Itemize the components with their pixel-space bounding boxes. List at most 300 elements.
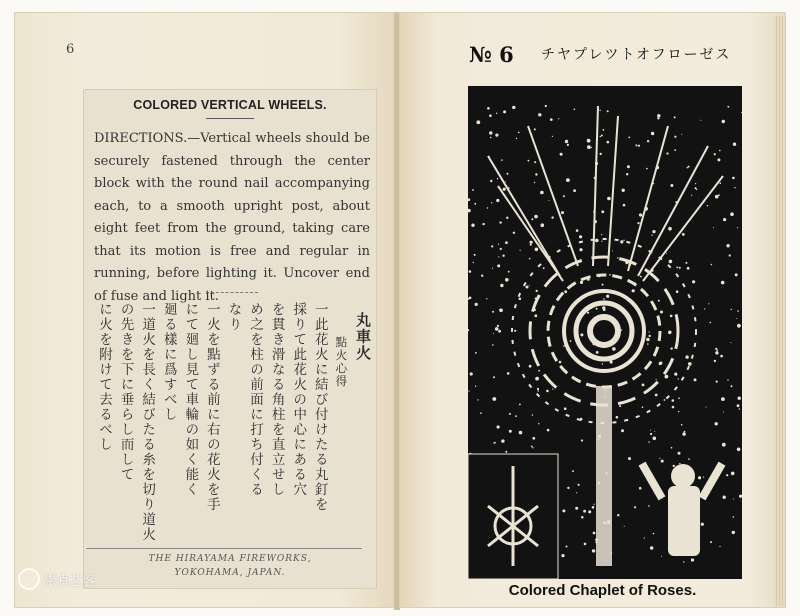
spark-dot — [583, 510, 586, 513]
illustration-caption: Colored Chaplet of Roses. — [508, 582, 697, 599]
spark-dot — [664, 399, 666, 401]
spark-dot — [529, 285, 530, 286]
spark-dot — [714, 360, 716, 362]
spark-dot — [621, 329, 622, 330]
spark-dot — [530, 244, 532, 246]
spark-dot — [538, 370, 540, 372]
spark-dot — [678, 378, 679, 379]
spark-dot — [661, 556, 662, 557]
left-page — [14, 12, 395, 608]
spark-dot — [588, 510, 591, 513]
spark-dot — [681, 424, 683, 426]
watermark-logo-icon — [18, 568, 40, 590]
open-book — [14, 12, 786, 612]
spark-dot — [587, 312, 589, 314]
spark-dot — [595, 239, 599, 243]
spark-dot — [642, 384, 645, 387]
page-edges — [774, 16, 786, 606]
spark-dot — [532, 447, 533, 448]
spark-dot — [531, 218, 533, 220]
spark-dot — [688, 458, 690, 460]
spark-dot — [716, 381, 718, 383]
spark-dot — [550, 118, 553, 121]
spark-dot — [596, 308, 598, 310]
spark-dot — [563, 345, 565, 347]
spark-dot — [558, 118, 559, 119]
spark-dot — [499, 309, 503, 313]
spark-dot — [538, 390, 539, 391]
japanese-subtitle: 點火心得 — [334, 336, 349, 388]
spark-dot — [652, 230, 655, 233]
spark-dot — [621, 429, 624, 432]
spark-dot — [599, 110, 600, 111]
spark-dot — [673, 465, 675, 467]
spark-dot — [537, 388, 539, 390]
spark-dot — [639, 487, 642, 490]
english-title: COLORED VERTICAL WHEELS. — [133, 98, 327, 112]
spark-dot — [622, 189, 625, 192]
spark-dot — [715, 422, 718, 425]
imprint-line: THE HIRAYAMA FIREWORKS, — [148, 554, 312, 564]
spark-dot — [473, 262, 474, 263]
spark-dot — [552, 136, 553, 137]
spark-dot — [541, 223, 545, 227]
spark-dot — [694, 378, 697, 381]
spark-dot — [493, 333, 494, 334]
spark-dot — [487, 107, 490, 110]
spark-dot — [536, 290, 538, 292]
spark-dot — [594, 504, 595, 505]
spark-dot — [691, 195, 692, 196]
spark-dot — [534, 314, 537, 317]
spark-dot — [509, 430, 512, 433]
spark-dot — [509, 413, 511, 415]
spark-dot — [486, 298, 487, 299]
spark-dot — [578, 484, 580, 486]
spark-dot — [490, 180, 492, 182]
spark-dot — [492, 268, 493, 269]
spark-dot — [692, 280, 695, 283]
spark-dot — [564, 290, 567, 293]
spark-dot — [683, 561, 684, 562]
spark-dot — [657, 117, 659, 119]
spark-dot — [707, 205, 708, 206]
spark-dot — [672, 399, 675, 402]
spark-dot — [492, 397, 496, 401]
spark-dot — [672, 406, 675, 409]
spark-dot — [679, 267, 681, 269]
spark-dot — [710, 541, 712, 543]
spark-dot — [606, 295, 609, 298]
spark-dot — [669, 260, 673, 264]
spark-dot — [639, 213, 642, 216]
spark-dot — [644, 537, 645, 538]
spark-dot — [723, 412, 724, 413]
japanese-title: 丸車火 — [353, 312, 372, 362]
spark-dot — [472, 189, 474, 191]
spark-dot — [666, 253, 667, 254]
spark-dot — [695, 187, 697, 189]
spark-dot — [471, 224, 474, 227]
spark-dot — [534, 161, 536, 163]
spark-dot — [678, 397, 680, 399]
spark-dot — [601, 241, 602, 242]
spark-dot — [580, 281, 583, 284]
spark-dot — [721, 397, 725, 401]
spark-dot — [721, 281, 725, 285]
spark-dot — [737, 448, 741, 452]
spark-dot — [503, 110, 506, 113]
spark-dot — [731, 472, 735, 476]
spark-dot — [579, 235, 582, 238]
spark-dot — [708, 303, 709, 304]
spark-dot — [498, 256, 499, 257]
spark-dot — [519, 404, 521, 406]
spark-dot — [623, 240, 624, 241]
spark-dot — [498, 244, 499, 245]
spark-dot — [646, 338, 649, 341]
spark-dot — [538, 113, 541, 116]
spark-dot — [650, 430, 651, 431]
spark-dot — [737, 324, 741, 328]
spark-dot — [710, 322, 712, 324]
spark-dot — [474, 203, 476, 205]
spark-dot — [601, 135, 603, 137]
spark-dot — [651, 132, 654, 135]
spark-dot — [500, 284, 503, 287]
spark-dot — [603, 298, 605, 300]
spark-dot — [738, 397, 741, 400]
spark-dot — [501, 439, 504, 442]
spark-dot — [727, 379, 728, 380]
spark-dot — [646, 168, 648, 170]
spark-dot — [607, 110, 609, 112]
spark-dot — [727, 106, 729, 108]
spark-dot — [731, 309, 732, 310]
spark-dot — [561, 211, 564, 214]
spark-dot — [688, 166, 690, 168]
spark-dot — [505, 278, 509, 282]
spark-dot — [647, 343, 649, 345]
japanese-instructions — [94, 302, 372, 560]
spark-dot — [698, 476, 701, 479]
japanese-column: を貫き滑なる角柱を直立せし — [268, 302, 285, 497]
spark-dot — [499, 221, 501, 223]
spark-dot — [687, 267, 690, 270]
spark-dot — [562, 509, 565, 512]
spark-dot — [566, 546, 568, 548]
spark-dot — [676, 290, 679, 293]
spark-dot — [475, 352, 477, 354]
spark-dot — [505, 451, 507, 453]
spark-dot — [587, 139, 591, 143]
spark-dot — [682, 432, 685, 435]
spark-dot — [687, 167, 688, 168]
spark-dot — [573, 189, 576, 192]
spark-dot — [603, 129, 605, 131]
spark-dot — [626, 173, 628, 175]
spark-dot — [519, 298, 522, 301]
spark-dot — [717, 350, 719, 352]
spark-dot — [735, 273, 738, 276]
spark-dot — [570, 340, 572, 342]
spark-dot — [670, 184, 673, 187]
spark-dot — [730, 212, 734, 216]
spark-dot — [529, 365, 532, 368]
spark-dot — [602, 284, 604, 286]
spark-dot — [723, 496, 726, 499]
spark-dot — [649, 335, 651, 337]
spark-dot — [737, 227, 738, 228]
spark-dot — [574, 109, 576, 111]
spark-dot — [489, 114, 492, 117]
spark-dot — [650, 546, 653, 549]
japanese-column: の先きを下に垂らし而して — [117, 302, 134, 482]
spark-dot — [491, 202, 492, 203]
instruction-slip — [84, 90, 376, 588]
spark-dot — [567, 487, 569, 489]
spark-dot — [648, 441, 649, 442]
spark-dot — [535, 248, 539, 252]
spark-dot — [715, 195, 719, 199]
spark-dot — [600, 153, 602, 155]
spark-dot — [734, 187, 735, 188]
spark-dot — [623, 204, 626, 207]
spark-dot — [591, 147, 592, 148]
spark-dot — [500, 248, 502, 250]
spark-dot — [516, 138, 517, 139]
spark-dot — [487, 207, 488, 208]
spark-dot — [685, 262, 687, 264]
spark-dot — [696, 189, 697, 190]
spark-dot — [493, 376, 495, 378]
spark-dot — [475, 386, 476, 387]
spark-dot — [659, 458, 660, 459]
spark-dot — [601, 210, 604, 213]
spark-dot — [545, 105, 547, 107]
spark-dot — [499, 309, 500, 310]
imprint-line: YOKOHAMA, JAPAN. — [174, 568, 286, 578]
spark-dot — [565, 140, 568, 143]
spark-dot — [634, 506, 636, 508]
spark-dot — [495, 327, 499, 331]
spark-dot — [490, 137, 492, 139]
spark-dot — [474, 254, 476, 256]
spark-dot — [498, 330, 501, 333]
spark-dot — [502, 255, 504, 257]
spark-dot — [515, 415, 517, 417]
spark-dot — [552, 389, 553, 390]
spark-dot — [682, 233, 685, 236]
spark-dot — [711, 264, 713, 266]
spark-dot — [733, 143, 736, 146]
spark-dot — [505, 181, 506, 182]
spark-dot — [534, 128, 536, 130]
spark-dot — [674, 136, 676, 138]
spark-dot — [666, 152, 668, 154]
spark-dot — [706, 407, 707, 408]
spark-dot — [719, 150, 721, 152]
spark-dot — [506, 173, 508, 175]
spark-dot — [497, 425, 500, 428]
page-number: 6 — [66, 42, 75, 57]
spark-dot — [540, 191, 544, 195]
spark-dot — [726, 474, 728, 476]
spark-dot — [723, 218, 726, 221]
spark-dot — [661, 460, 664, 463]
spark-dot — [649, 331, 650, 332]
spark-dot — [496, 199, 499, 202]
spark-dot — [668, 227, 672, 231]
spark-dot — [729, 254, 731, 256]
spark-dot — [538, 423, 539, 424]
spark-dot — [529, 258, 531, 260]
spark-dot — [616, 416, 619, 419]
spark-dot — [592, 549, 595, 552]
spark-dot — [670, 347, 672, 349]
spark-dot — [620, 240, 623, 243]
spark-dot — [579, 248, 582, 251]
spark-dot — [561, 554, 564, 557]
spark-dot — [703, 477, 704, 478]
spark-dot — [492, 344, 494, 346]
spark-dot — [559, 361, 562, 364]
spark-dot — [501, 159, 503, 161]
japanese-column: 一火を點ずる前に右の花火を手 — [203, 302, 220, 512]
spark-dot — [596, 351, 599, 354]
spark-dot — [547, 429, 550, 432]
spark-dot — [732, 531, 735, 534]
spark-dot — [607, 197, 611, 201]
spark-dot — [491, 245, 493, 247]
spark-dot — [659, 362, 662, 365]
spark-dot — [587, 145, 591, 149]
spark-dot — [495, 134, 498, 137]
spark-dot — [526, 286, 529, 289]
spark-dot — [655, 394, 658, 397]
spark-dot — [602, 363, 603, 364]
spark-dot — [713, 227, 714, 228]
spark-dot — [609, 274, 611, 276]
spark-dot — [549, 200, 550, 201]
spark-dot — [642, 406, 644, 408]
spark-dot — [701, 523, 704, 526]
spark-dot — [546, 390, 549, 393]
spark-dot — [551, 216, 553, 218]
spark-dot — [528, 160, 530, 162]
spark-dot — [660, 311, 663, 314]
spark-dot — [670, 315, 673, 318]
spark-dot — [657, 114, 660, 117]
spark-dot — [681, 134, 682, 135]
spark-dot — [612, 250, 613, 251]
spark-dot — [736, 318, 737, 319]
japanese-column: 廻る樣に爲すべし — [160, 302, 177, 422]
spark-dot — [628, 137, 630, 139]
spark-dot — [739, 408, 740, 409]
spark-dot — [469, 270, 472, 273]
spark-dot — [624, 526, 625, 527]
woodblock-illustration — [468, 86, 742, 579]
spark-dot — [617, 257, 618, 258]
spark-dot — [492, 311, 494, 313]
spark-dot — [719, 546, 720, 547]
spark-dot — [560, 153, 563, 156]
spark-dot — [603, 309, 606, 312]
spark-dot — [715, 351, 718, 354]
spark-dot — [678, 452, 681, 455]
spark-dot — [648, 505, 650, 507]
spark-dot — [619, 405, 621, 407]
spark-dot — [581, 516, 584, 519]
spark-dot — [600, 136, 601, 137]
spark-dot — [704, 308, 705, 309]
spark-dot — [695, 183, 696, 184]
spark-dot — [676, 267, 678, 269]
spark-dot — [607, 141, 610, 144]
spark-dot — [512, 106, 515, 109]
spark-dot — [489, 131, 492, 134]
spark-dot — [632, 289, 635, 292]
spark-dot — [497, 178, 498, 179]
spark-dot — [640, 276, 642, 278]
spark-dot — [468, 390, 469, 391]
japanese-column: に火を附けて去るべし — [96, 302, 112, 452]
spark-dot — [635, 144, 637, 146]
spark-dot — [543, 267, 545, 269]
spark-dot — [684, 431, 686, 433]
spark-dot — [671, 447, 673, 449]
spark-dot — [535, 173, 537, 175]
spark-dot — [628, 457, 631, 460]
spark-dot — [647, 140, 649, 142]
spark-dot — [475, 303, 478, 306]
watermark — [18, 568, 96, 590]
spark-dot — [497, 264, 500, 267]
spark-dot — [503, 188, 506, 191]
spark-dot — [576, 229, 579, 232]
spark-dot — [714, 153, 716, 155]
spark-dot — [482, 223, 484, 225]
spark-dot — [656, 379, 657, 380]
spark-dot — [519, 431, 523, 435]
spark-dot — [532, 437, 535, 440]
title-rule — [206, 118, 254, 119]
spark-dot — [737, 404, 740, 407]
spark-dot — [580, 333, 583, 336]
english-directions: DIRECTIONS.—Vertical wheels should be securely fastened through the center block with the round nail accompanying each, to a smooth upright post, about eight feet from the ground, taking care that its motion is free and regular in running, before lighting it. Uncover end of fuse and light it. — [94, 131, 370, 304]
right-page — [399, 12, 786, 608]
spark-dot — [678, 411, 679, 412]
spark-dot — [688, 362, 692, 366]
spark-dot — [654, 431, 655, 432]
japanese-column: 一道火を長く結びたる糸を切り道火 — [139, 302, 156, 542]
spark-dot — [575, 507, 578, 510]
spark-dot — [691, 558, 694, 561]
spark-dot — [572, 470, 574, 472]
japanese-column: 一此花火に結び付けたる丸釘を — [311, 302, 328, 512]
spark-dot — [627, 165, 630, 168]
spark-dot — [674, 149, 676, 151]
spark-dot — [507, 372, 510, 375]
divider-ornament — [206, 286, 258, 293]
watermark-text: 崇真艺客 — [44, 573, 97, 589]
spark-dot — [480, 412, 482, 414]
spark-dot — [477, 399, 478, 400]
spark-dot — [564, 407, 567, 410]
spark-dot — [665, 375, 669, 379]
spark-dot — [505, 241, 508, 244]
